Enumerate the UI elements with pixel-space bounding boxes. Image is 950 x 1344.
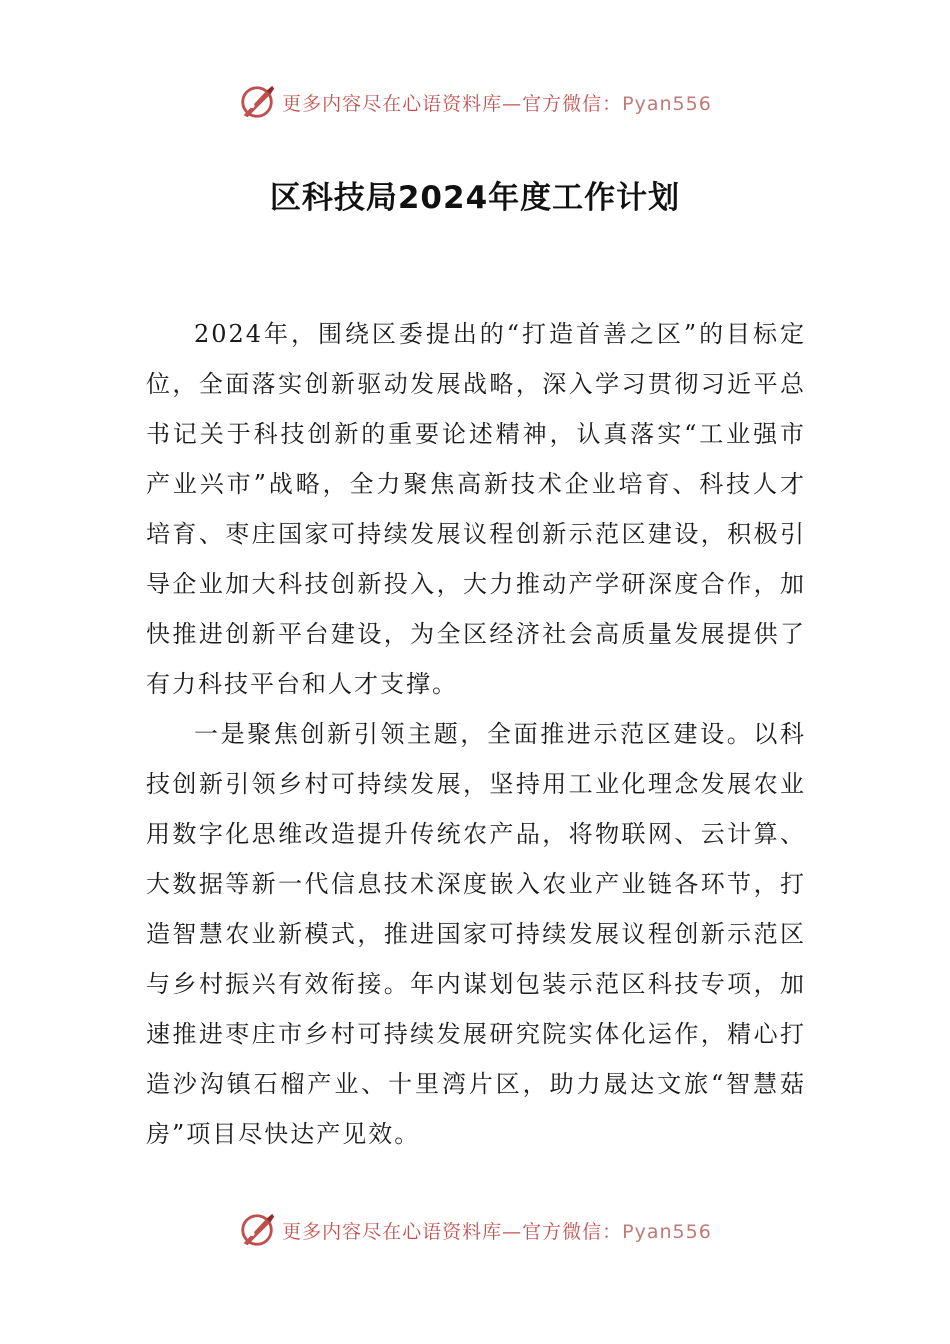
document-title: 区科技局2024年度工作计划 (269, 180, 681, 216)
document-body (146, 309, 806, 1159)
header-banner (0, 80, 950, 124)
banner-text (282, 89, 712, 116)
paragraph-intro: 2024年，围绕区委提出的“打造首善之区”的目标定位，全面落实创新驱动发展战略，深入学习贯彻习近平总书记关于科技创新的重要论述精神，认真落实“工业强市产业兴市”战略，全力聚焦高新技术企业培育、科技人才培育、枣庄国家可持续发展议程创新示范区建设，积极引导企业加大科技创新投入，大力推动产学研深度合作，加快推进创新平台建设，为全区经济社会高质量发展提供了有力科技平台和人才支撑。 (146, 320, 806, 698)
quill-pen-logo-icon (238, 83, 276, 121)
banner-contact-id: Pyan556 (622, 92, 712, 115)
banner-promo-text: 更多内容尽在心语资料库—官方微信： (282, 1220, 623, 1243)
footer-banner (0, 1208, 950, 1252)
banner-contact-id: Pyan556 (622, 1220, 712, 1243)
paragraph-item-one: 一是聚焦创新引领主题，全面推进示范区建设。以科技创新引领乡村可持续发展，坚持用工业化理念发展农业用数字化思维改造提升传统农产品，将物联网、云计算、大数据等新一代信息技术深度嵌入农业产业链各环节，打造智慧农业新模式，推进国家可持续发展议程创新示范区与乡村振兴有效衔接。年内谋划包装示范区科技专项，加速推进枣庄市乡村可持续发展研究院实体化运作，精心打造沙沟镇石榴产业、十里湾片区，助力晟达文旅“智慧菇房”项目尽快达产见效。 (146, 720, 806, 1148)
banner-promo-text: 更多内容尽在心语资料库—官方微信： (282, 92, 623, 115)
banner-text (282, 1217, 712, 1244)
quill-pen-logo-icon (238, 1211, 276, 1249)
